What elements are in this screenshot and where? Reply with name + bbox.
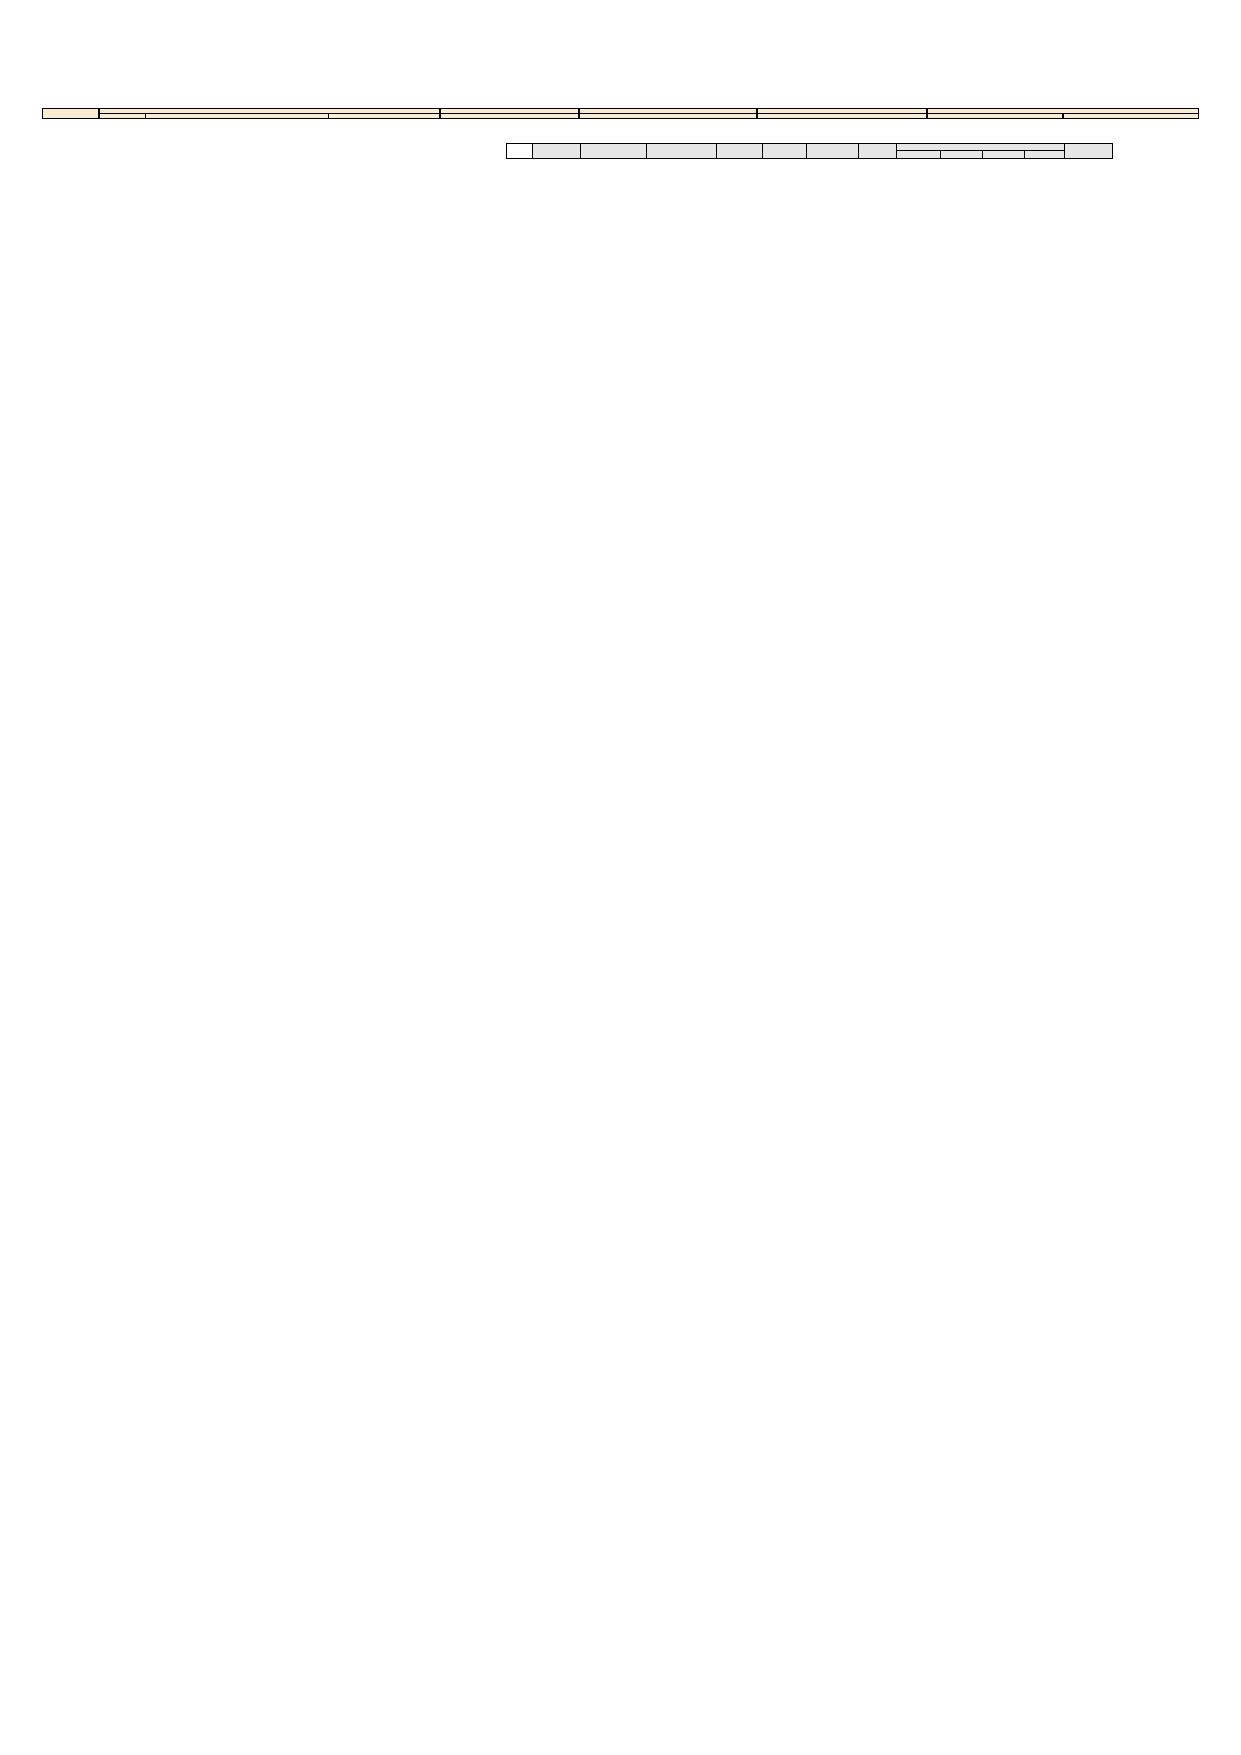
summary-header-energy: [647, 144, 717, 159]
summary-header-age: [533, 144, 581, 159]
summary-header-class: [581, 144, 647, 159]
summary-header-row-1: [507, 144, 1113, 151]
summary-header-vitamin: [897, 144, 1065, 151]
summary-header-salt: [1065, 144, 1113, 159]
header-date: [43, 109, 100, 119]
header-over3: [1063, 114, 1199, 119]
hinamatsuri-doll-strip: [0, 68, 1241, 102]
header-morning-snack: [99, 114, 146, 119]
summary-wrap: [484, 129, 1199, 159]
summary-header-iron: [859, 144, 897, 159]
summary-header-protein: [717, 144, 763, 159]
document-footer: [42, 129, 1199, 159]
nutrition-summary-table: [506, 143, 1113, 167]
header-lunch: [146, 114, 328, 119]
table-header-row-2: [43, 114, 1199, 119]
header-midori-sub: [757, 114, 927, 119]
header-under3: [927, 114, 1063, 119]
summary-header-vit-c: [1025, 151, 1065, 158]
header-afternoon-snack: [328, 114, 439, 119]
menu-table: [42, 108, 1199, 119]
summary-header-calcium: [807, 144, 859, 159]
document-header: [0, 0, 1241, 56]
summary-header-vit-b2: [983, 151, 1025, 158]
summary-header-vit-a: [897, 151, 941, 158]
summary-header-fat: [763, 144, 807, 159]
header-aka-sub: [440, 114, 580, 119]
summary-corner-label: [507, 144, 533, 159]
summary-header-vit-b1: [941, 151, 983, 158]
header-kiiro-sub: [579, 114, 756, 119]
